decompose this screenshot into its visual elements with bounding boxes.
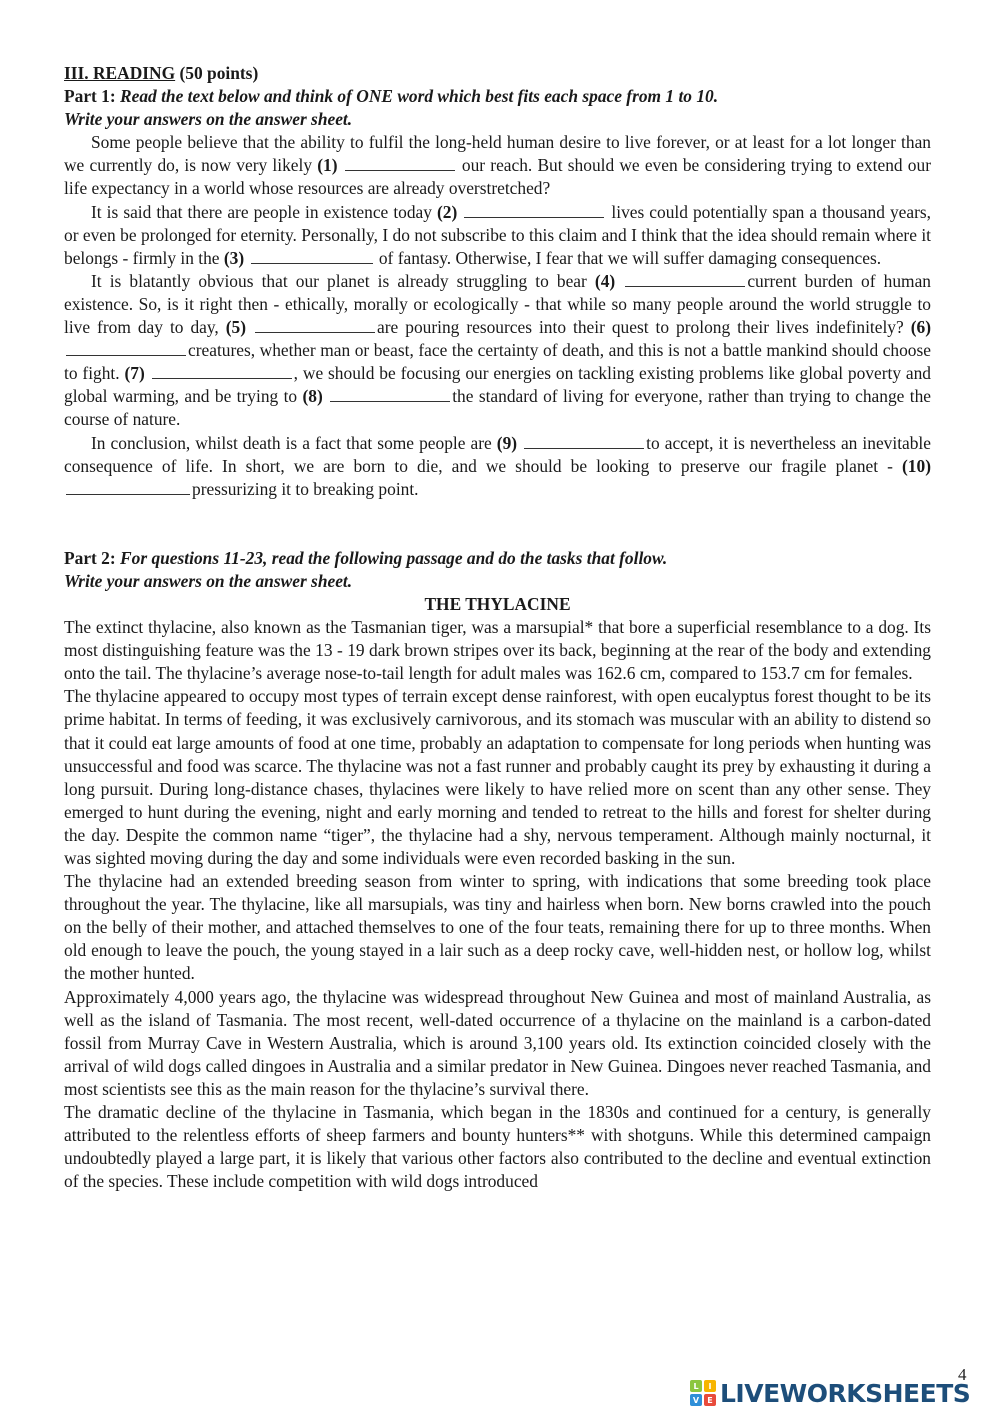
gap-blank-10[interactable]	[66, 480, 190, 495]
passage-paragraph-3: The thylacine had an extended breeding season from winter to spring, with indications that some breeding took place throughout the year. The thylacine, like all marsupials, was tiny and hairless when born. New borns crawled into the pouch on the belly of their mother, and attached themselves to one of the four teats, remaining there for up to three months. When old enough to leave the pouch, the young stayed in a lair such as a deep rocky cave, well-hidden nest, or hollow log, whilst the mother hunted.	[64, 871, 931, 984]
spacer	[64, 501, 931, 547]
part1-heading	[64, 85, 931, 108]
logo-tile: L	[690, 1380, 702, 1392]
part1-paragraph-1: Some people believe that the ability to fulfil the long-held human desire to live forever, or at least for a lot longer than we currently do, is now very likely (1) our reach. But should we even be considering trying to extend our life expectancy in a world whose resources are already overstretched?	[64, 132, 931, 199]
part1-instruction2: Write your answers on the answer sheet.	[64, 109, 353, 130]
gap-number: (2)	[437, 201, 458, 222]
page-number: 4	[958, 1365, 967, 1384]
gap-blank-6[interactable]	[66, 341, 186, 356]
section-title-points: (50 points)	[175, 63, 259, 83]
gap-number: (10)	[902, 455, 931, 476]
part1-paragraph-2: It is said that there are people in existence today (2) lives could potentially span a thousand years, or even be prolonged for eternity. Personally, I do not subscribe to this claim and I think that the idea should remain where it belongs - firmly in the (3) of fantasy. Otherwise, I fear that we will suffer damaging consequences.	[64, 201, 931, 268]
gap-blank-5[interactable]	[255, 318, 375, 333]
passage-title: THE THYLACINE	[424, 593, 571, 614]
gap-number: (6)	[910, 317, 931, 338]
part1-label: Part 1:	[64, 86, 116, 107]
gap-blank-9[interactable]	[524, 434, 644, 449]
gap-number: (7)	[124, 363, 145, 384]
part1-paragraph-4: In conclusion, whilst death is a fact that some people are (9) to accept, it is nevertheless an inevitable consequence of life. In short, we are born to die, and we should be looking to preserve our fragile planet - (10) pressurizing it to breaking point.	[64, 432, 931, 499]
gap-blank-1[interactable]	[345, 156, 455, 171]
gap-blank-4[interactable]	[625, 272, 745, 287]
part1-passage	[64, 131, 931, 501]
gap-blank-3[interactable]	[251, 249, 373, 264]
logo-text: LIVEWORKSHEETS	[720, 1378, 971, 1408]
part2-instruction: For questions 11-23, read the following passage and do the tasks that follow.	[120, 547, 668, 568]
gap-blank-8[interactable]	[330, 387, 450, 402]
logo-tile: I	[704, 1380, 716, 1392]
passage-paragraph-1: The extinct thylacine, also known as the Tasmanian tiger, was a marsupial* that bore a superficial resemblance to a dog. Its most distinguishing feature was the 13 - 19 dark brown stripes over its back, beginning at the rear of the body and extending onto the tail. The thylacine’s average nose-to-tail length for adult males was 162.6 cm, compared to 153.7 cm for females.	[64, 617, 931, 684]
gap-number: (5)	[225, 317, 247, 338]
logo-tile: E	[704, 1394, 716, 1406]
gap-blank-7[interactable]	[152, 364, 292, 379]
part2-instruction2: Write your answers on the answer sheet.	[64, 570, 353, 591]
part1-instruction: Read the text below and think of ONE word which best fits each space from 1 to 10.	[120, 86, 719, 107]
part2-label: Part 2:	[64, 547, 116, 568]
gap-number: (4)	[594, 270, 616, 291]
gap-number: (9)	[496, 432, 518, 453]
gap-number: (1)	[317, 155, 338, 176]
passage-paragraph-5: The dramatic decline of the thylacine in Tasmania, which began in the 1830s and continued for a century, is generally attributed to the relentless efforts of sheep farmers and bounty hunters** with shotguns. While this determined campaign undoubtedly played a large part, it is likely that various other factors also contributed to the decline and eventual extinction of the species. These include competition with wild dogs introduced	[64, 1102, 931, 1192]
liveworksheets-logo[interactable]	[690, 1378, 970, 1408]
gap-blank-2[interactable]	[464, 203, 604, 218]
section-title	[64, 62, 931, 85]
section-title-main: III. READING	[64, 63, 176, 83]
passage-paragraph-2: The thylacine appeared to occupy most types of terrain except dense rainforest, with open eucalyptus forest thought to be its prime habitat. In terms of feeding, it was exclusively carnivorous, and its stomach was muscular with an ability to distend so that it could eat large amounts of food at one time, probably an adaptation to compensate for long periods when hunting was unsuccessful and food was scarce. The thylacine was not a fast runner and probably caught its prey by exhausting it during a long pursuit. During long-distance chases, thylacines were likely to have relied more on scent than any other sense. They emerged to hunt during the evening, night and early morning and tended to retreat to the hills and forest for shelter during the day. Despite the common name “tiger”, the thylacine had a shy, nervous temperament. Although mainly nocturnal, it was sighted moving during the day and some individuals were even recorded basking in the sun.	[64, 686, 931, 868]
part2-heading	[64, 547, 931, 570]
passage-paragraph-4: Approximately 4,000 years ago, the thylacine was widespread throughout New Guinea and most of mainland Australia, as well as the island of Tasmania. The most recent, well-dated occurrence of a thylacine on the mainland is a carbon-dated fossil from Murray Cave in Western Australia, which is around 3,100 years old. Its extinction coincided closely with the arrival of wild dogs called dingoes in Australia and a similar predator in New Guinea. Dingoes never reached Tasmania, and most scientists see this as the main reason for the thylacine’s survival there.	[64, 986, 931, 1099]
gap-number: (3)	[223, 247, 245, 268]
logo-tile: V	[690, 1394, 702, 1406]
logo-tiles-icon	[690, 1380, 716, 1406]
gap-number: (8)	[302, 386, 323, 407]
worksheet-page	[64, 62, 931, 1193]
part1-paragraph-3: It is blatantly obvious that our planet is already struggling to bear (4) current burden of human existence. So, is it right then - ethically, morally or ecologically - that while so many people around the world struggle to live from day to day, (5) are pouring resources into their quest to prolong their lives indefinitely? (6) creatures, whether man or beast, face the certainty of death, and this is not a battle mankind should choose to fight. (7) , we should be focusing our energies on tackling existing problems like global poverty and global warming, and be trying to (8) the standard of living for everyone, rather than trying to change the course of nature.	[64, 270, 932, 430]
